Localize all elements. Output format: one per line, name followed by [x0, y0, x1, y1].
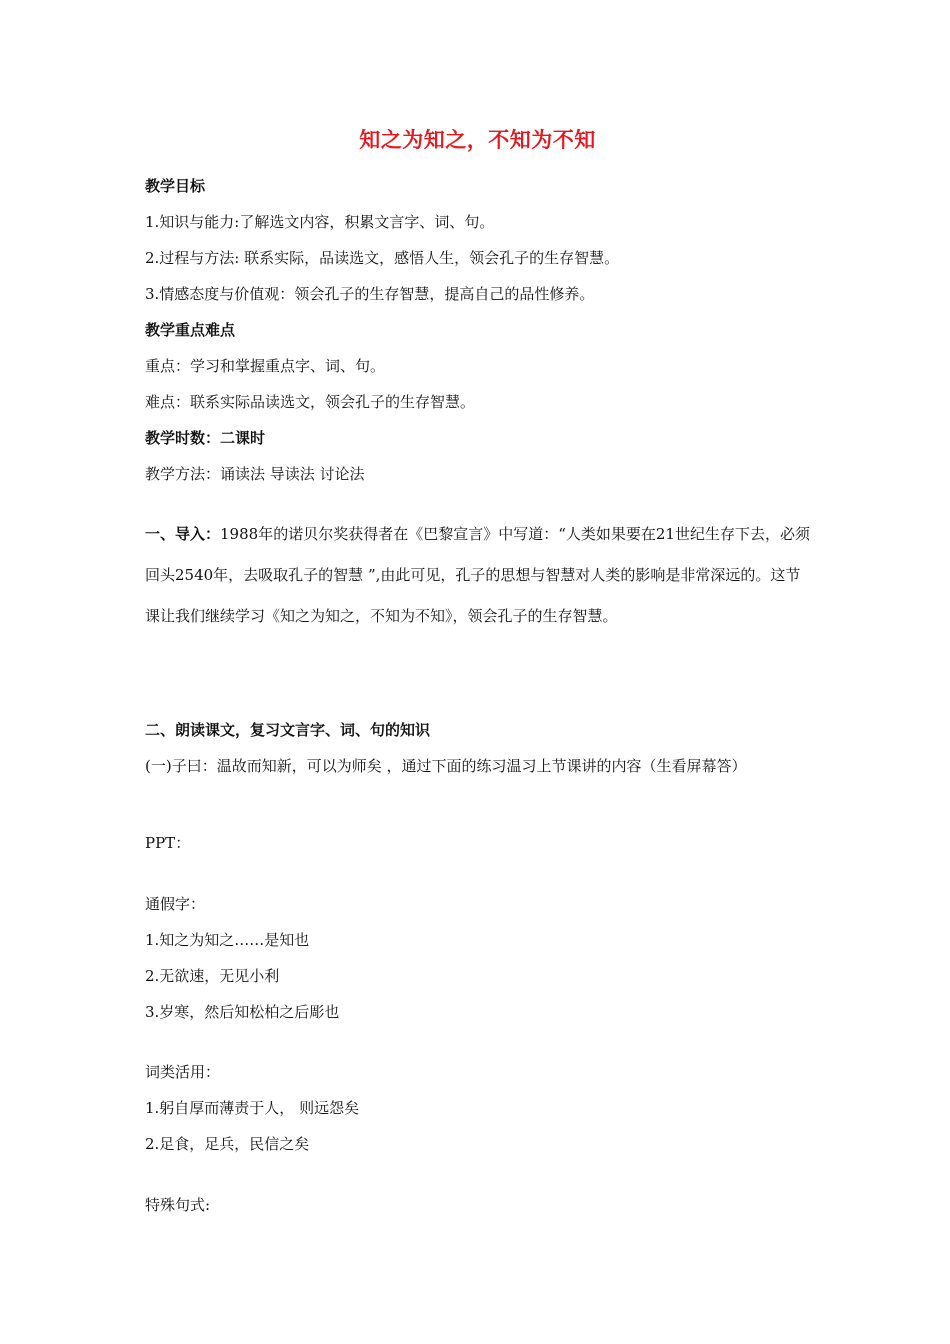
- tongjia-item: 1.知之为知之……是知也: [145, 931, 310, 949]
- cilei-heading: 词类活用：: [145, 1063, 221, 1081]
- ppt-label: PPT：: [145, 834, 191, 852]
- tongjia-item: 2.无欲速，无见小利: [145, 967, 280, 985]
- teaching-hours: 教学时数：二课时: [145, 429, 266, 447]
- intro-text: 1988年的诺贝尔奖获得者在《巴黎宣言》中写道：“人类如果要在21世纪生存下去，必须回头2540年，去吸取孔子的智慧 ”,由此可见，孔子的思想与智慧对人类的影响是非常深远的。这节课让我们继续学习《知之为知之，不知为不知》，领会孔子的生存智慧。: [145, 525, 810, 625]
- intro-label: 一、导入：: [145, 525, 221, 543]
- objective-item: 1.知识与能力:了解选文内容，积累文言字、词、句。: [145, 213, 495, 231]
- intro-paragraph: [145, 514, 810, 637]
- objective-item: 3.情感态度与价值观：领会孔子的生存智慧，提高自己的品性修养。: [145, 285, 595, 303]
- document-title: 知之为知之，不知为不知: [359, 127, 596, 152]
- section2-heading: 二、朗读课文，复习文言字、词、句的知识: [145, 721, 431, 739]
- keypoint-text: 重点：学习和掌握重点字、词、句。: [145, 357, 386, 375]
- teaching-methods: 教学方法：诵读法 导读法 讨论法: [145, 465, 365, 483]
- section2-paragraph: (一)子曰：温故而知新，可以为师矣 ，通过下面的练习温习上节课讲的内容（生看屏幕答）: [145, 757, 747, 775]
- objective-item: 2.过程与方法: 联系实际，品读选文，感悟人生，领会孔子的生存智慧。: [145, 249, 620, 267]
- cilei-item: 2.足食，足兵，民信之矣: [145, 1135, 310, 1153]
- cilei-item: 1.躬自厚而薄责于人， 则远怨矣: [145, 1099, 360, 1117]
- teshu-heading: 特殊句式:: [145, 1196, 211, 1214]
- difficulty-text: 难点：联系实际品读选文，领会孔子的生存智慧。: [145, 393, 476, 411]
- tongjia-item: 3.岁寒，然后知松柏之后彫也: [145, 1003, 340, 1021]
- tongjia-heading: 通假字：: [145, 895, 206, 913]
- keypoints-heading: 教学重点难点: [145, 321, 236, 339]
- objectives-heading: 教学目标: [145, 177, 206, 195]
